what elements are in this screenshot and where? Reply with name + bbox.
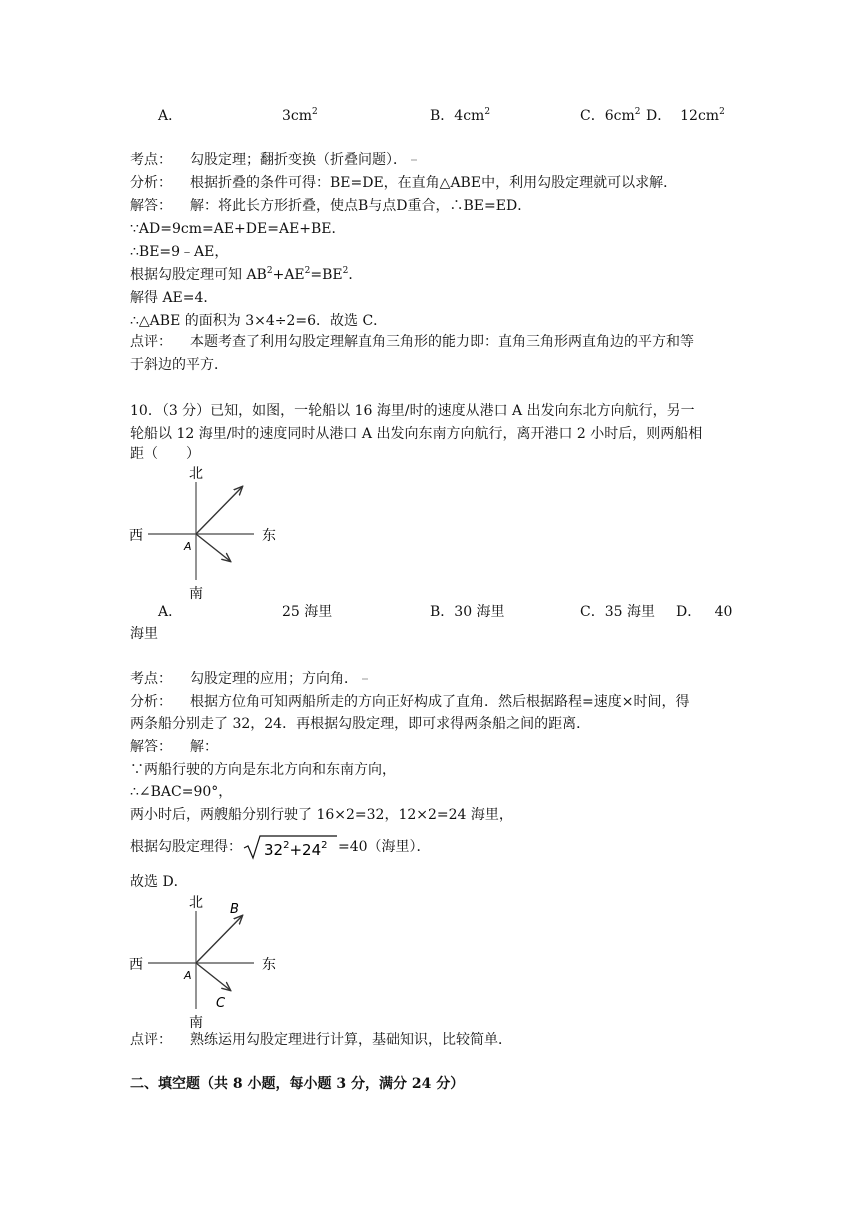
q10-line4: 根据勾股定理得： $32^2+24^2$ =40（海里）． <box>130 833 431 861</box>
q10-fenxi: 分析： 根据方位角可知两船所走的方向正好构成了直角．然后根据路程=速度×时间，得 <box>130 694 690 710</box>
south-label: 南 <box>189 586 203 602</box>
south-label: 南 <box>189 1015 203 1031</box>
q10-option-d-unit: 海里 <box>130 626 158 642</box>
q10-line2: ∴∠BAC=90°， <box>130 784 233 800</box>
point-c-label: C <box>216 996 226 1011</box>
q10-dianping: 点评： 熟练运用勾股定理进行计算，基础知识，比较简单． <box>130 1032 512 1048</box>
q10-line1: ∵两船行驶的方向是东北方向和东南方向， <box>130 762 396 778</box>
q9-option-a-value: $3cm^2$ <box>282 107 318 124</box>
q9-jieda: 解答： 解：将此长方形折叠，使点B与点D重合，∴BE=ED． <box>130 198 532 214</box>
q9-line1: ∵AD=9cm=AE+DE=AE+BE． <box>130 221 346 237</box>
q10-fenxi-cont: 两条船分别走了 32，24．再根据勾股定理，即可求得两条船之间的距离． <box>130 716 591 732</box>
west-label: 西 <box>129 957 143 973</box>
q9-option-d: D． $12cm^2$ <box>646 107 725 124</box>
q9-option-a-label: A． <box>158 108 183 124</box>
west-label: 西 <box>129 528 143 544</box>
north-label: 北 <box>189 466 203 482</box>
southeast-arrow <box>196 963 230 990</box>
q10-option-c: C．35 海里 <box>580 604 655 620</box>
q9-dianping: 点评： 本题考查了利用勾股定理解直角三角形的能力即：直角三角形两直角边的平方和等 <box>130 334 694 350</box>
northeast-arrow <box>196 487 242 534</box>
origin-label: A <box>184 540 192 553</box>
q9-dianping-cont: 于斜边的平方． <box>130 357 228 373</box>
southeast-arrow <box>196 534 230 561</box>
north-label: 北 <box>189 895 203 911</box>
northeast-arrow <box>196 916 242 963</box>
q9-line5: ∴△ABE 的面积为 3×4÷2=6．故选 C． <box>130 313 388 329</box>
sqrt-expression <box>242 833 338 861</box>
q9-option-c: C．$6cm^2$ <box>580 107 641 124</box>
east-label: 东 <box>262 957 276 973</box>
origin-label: A <box>184 969 192 982</box>
section-heading: 二、填空题（共 8 小题，每小题 3 分，满分 24 分） <box>130 1076 465 1092</box>
q9-line3: 根据勾股定理可知 $AB^2+AE^2=BE^2$． <box>130 266 363 283</box>
q10-option-b: B．30 海里 <box>430 604 505 620</box>
q10-stem-line3: 距（ ） <box>130 446 200 462</box>
q10-option-d: D． 40 <box>676 604 733 620</box>
q10-option-a: 25 海里 <box>282 604 333 620</box>
q9-line2: ∴BE=9﹣AE， <box>130 244 229 260</box>
q10-line5: 故选 D． <box>130 874 188 890</box>
sqrt-sign <box>242 833 338 861</box>
q10-stem-line2: 轮船以 12 海里/时的速度同时从港口 A 出发向东南方向航行，离开港口 2 小时后，则两船相 <box>130 426 703 442</box>
q9-option-b: B．$4cm^2$ <box>430 107 491 124</box>
q10-kaodian: 考点： 勾股定理的应用；方向角． <box>130 669 368 689</box>
east-label: 东 <box>262 528 276 544</box>
q10-jieda: 解答： 解： <box>130 739 218 755</box>
compass-diagram-1 <box>126 462 286 602</box>
q10-option-a-label: A． <box>158 604 183 620</box>
q10-stem-line1: 10．（3 分）已知，如图，一轮船以 16 海里/时的速度从港口 A 出发向东北方向航行，另一 <box>130 403 695 419</box>
q9-kaodian: 考点： 勾股定理；翻折变换（折叠问题）． <box>130 150 417 170</box>
point-b-label: B <box>230 902 239 917</box>
compass-diagram-2 <box>126 891 286 1031</box>
svg-text:322+242: $32^2+24^2$ <box>264 840 328 859</box>
q9-fenxi: 分析： 根据折叠的条件可得：BE=DE，在直角△ABE中，利用勾股定理就可以求解． <box>130 175 678 191</box>
q9-line4: 解得 AE=4． <box>130 290 218 306</box>
q10-line3: 两小时后，两艘船分别行驶了 16×2=32，12×2=24 海里， <box>130 807 513 823</box>
